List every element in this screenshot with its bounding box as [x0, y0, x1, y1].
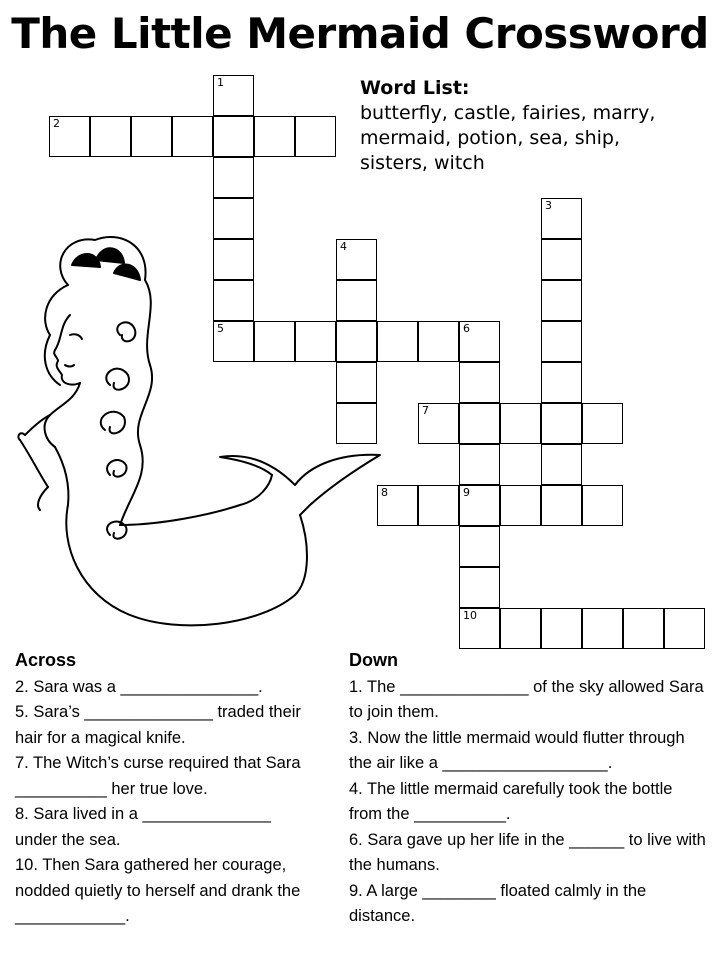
- clue-number: 4: [340, 240, 347, 253]
- clue-down-4: 4. The little mermaid carefully took the bottle from the __________.: [349, 779, 673, 823]
- crossword-cell[interactable]: [541, 198, 582, 239]
- crossword-cell[interactable]: [459, 321, 500, 362]
- clue-across-7: 7. The Witch’s curse required that Sara __________ her true love.: [15, 754, 301, 798]
- crossword-cell[interactable]: [541, 321, 582, 362]
- clue-number: 1: [217, 76, 224, 89]
- crossword-cell[interactable]: [500, 485, 541, 526]
- crossword-cell[interactable]: [49, 116, 90, 157]
- clue-down-6: 6. Sara gave up her life in the ______ to live with the humans.: [349, 830, 706, 874]
- crossword-cell[interactable]: [500, 403, 541, 444]
- clue-number: 5: [217, 322, 224, 335]
- crossword-cell[interactable]: [131, 116, 172, 157]
- crossword-cell[interactable]: [459, 403, 500, 444]
- crossword-cell[interactable]: [418, 485, 459, 526]
- crossword-cell[interactable]: [459, 444, 500, 485]
- clue-number: 7: [422, 404, 429, 417]
- crossword-cell[interactable]: [541, 239, 582, 280]
- clue-across-10: 10. Then Sara gathered her courage, nodded quietly to herself and drank the ____________.: [15, 856, 301, 925]
- word-list-line: butterfly, castle, fairies, marry,: [360, 102, 656, 124]
- across-clues: [15, 648, 315, 930]
- crossword-cell[interactable]: [582, 403, 623, 444]
- crossword-cell[interactable]: [254, 116, 295, 157]
- crossword-cell[interactable]: [623, 608, 664, 649]
- crossword-cell[interactable]: [90, 116, 131, 157]
- crossword-cell[interactable]: [459, 362, 500, 403]
- clue-across-8: 8. Sara lived in a ______________ under the sea.: [15, 805, 271, 849]
- across-heading: Across: [15, 650, 77, 670]
- clue-down-1: 1. The ______________ of the sky allowed Sara to join them.: [349, 677, 704, 721]
- crossword-cell[interactable]: [500, 608, 541, 649]
- crossword-cell[interactable]: [459, 608, 500, 649]
- clue-number: 9: [463, 486, 470, 499]
- crossword-cell[interactable]: [418, 403, 459, 444]
- crossword-cell[interactable]: [213, 157, 254, 198]
- clue-across-2: 2. Sara was a _______________.: [15, 677, 263, 696]
- crossword-cell[interactable]: [172, 116, 213, 157]
- crossword-cell[interactable]: [541, 444, 582, 485]
- crossword-cell[interactable]: [541, 485, 582, 526]
- crossword-cell[interactable]: [582, 485, 623, 526]
- page-title: The Little Mermaid Crossword: [11, 9, 709, 58]
- crossword-cell[interactable]: [541, 608, 582, 649]
- crossword-cell[interactable]: [541, 362, 582, 403]
- clue-number: 8: [381, 486, 388, 499]
- crossword-cell[interactable]: [213, 116, 254, 157]
- word-list-heading: Word List:: [360, 77, 470, 99]
- crossword-cell[interactable]: [418, 321, 459, 362]
- crossword-cell[interactable]: [459, 567, 500, 608]
- clue-number: 2: [53, 117, 60, 130]
- crossword-cell[interactable]: [459, 485, 500, 526]
- clue-number: 6: [463, 322, 470, 335]
- crossword-cell[interactable]: [582, 608, 623, 649]
- down-heading: Down: [349, 650, 398, 670]
- word-list-line: sisters, witch: [360, 152, 485, 174]
- clue-number: 10: [463, 609, 477, 622]
- down-clues: [349, 648, 709, 930]
- mermaid-illustration: [10, 225, 390, 645]
- word-list-line: mermaid, potion, sea, ship,: [360, 127, 621, 149]
- clue-down-3: 3. Now the little mermaid would flutter through the air like a __________________.: [349, 728, 685, 772]
- crossword-cell[interactable]: [295, 116, 336, 157]
- crossword-cell[interactable]: [541, 403, 582, 444]
- crossword-cell[interactable]: [541, 280, 582, 321]
- clue-number: 3: [545, 199, 552, 212]
- clue-down-9: 9. A large ________ floated calmly in the distance.: [349, 881, 647, 925]
- crossword-cell[interactable]: [664, 608, 705, 649]
- clue-across-5: 5. Sara’s ______________ traded their hair for a magical knife.: [15, 703, 301, 747]
- crossword-cell[interactable]: [459, 526, 500, 567]
- crossword-cell[interactable]: [213, 75, 254, 116]
